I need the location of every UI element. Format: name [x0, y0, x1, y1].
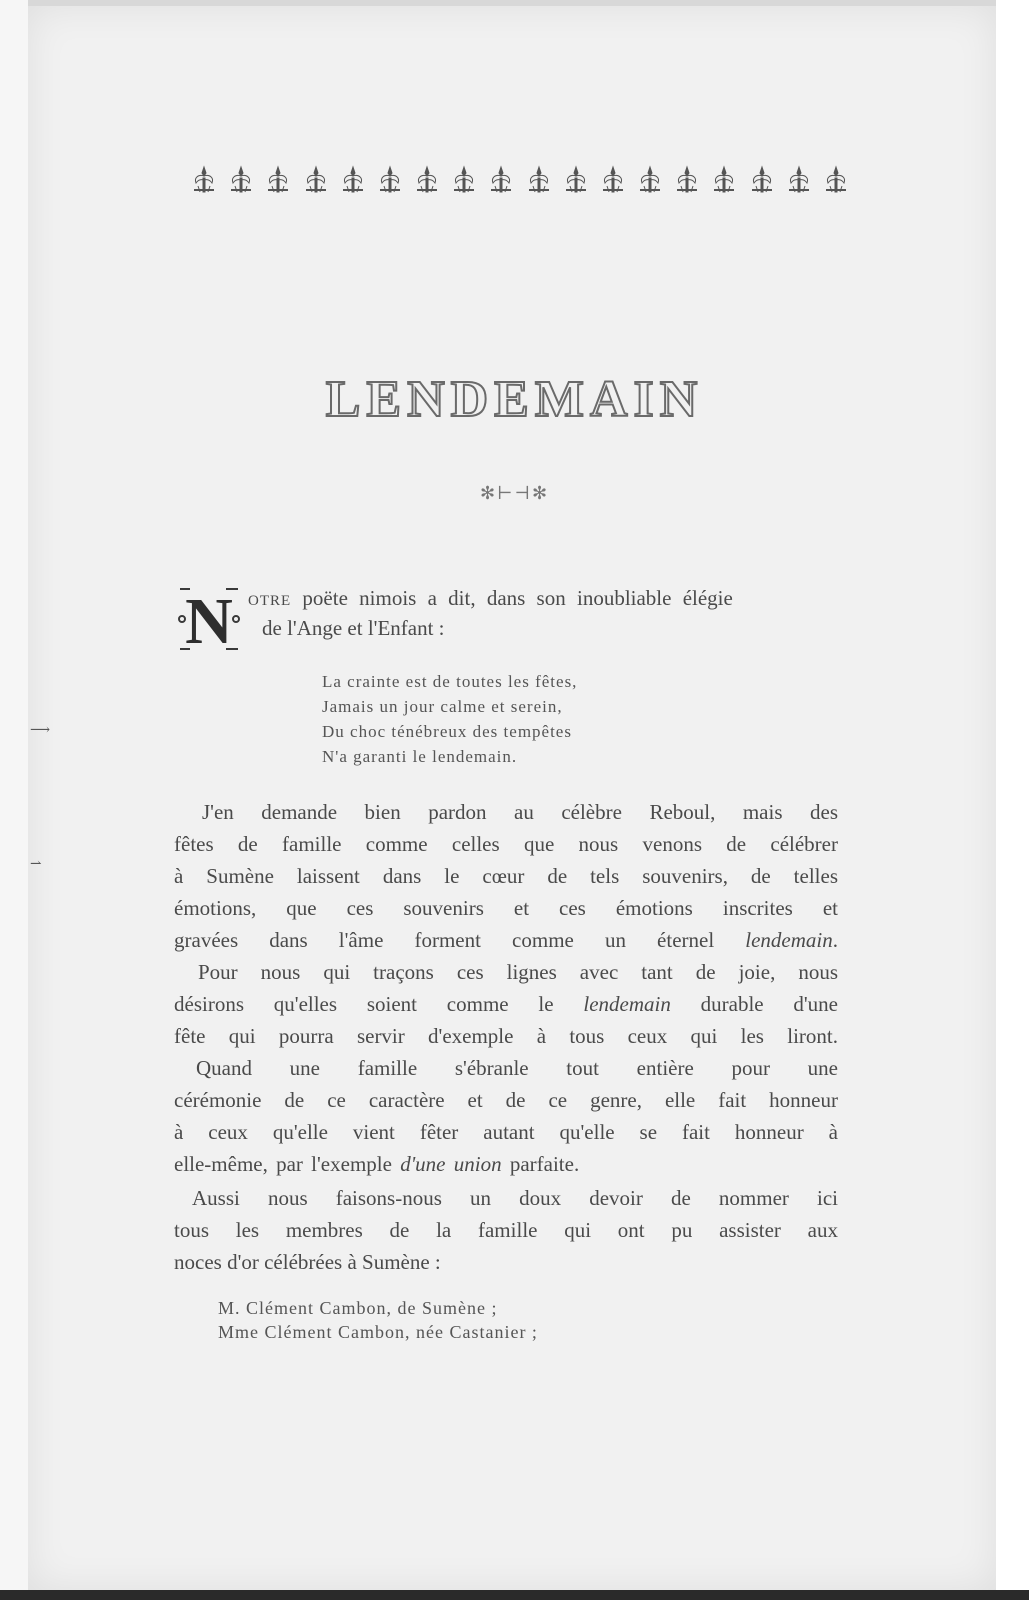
fleur-ornament-icon: [746, 164, 778, 196]
fleur-ornament-icon: [597, 164, 629, 196]
paragraph-line: fête qui pourra servir d'exemple à tous ceux qui les liront.: [174, 1024, 838, 1048]
paragraph-line: noces d'or célébrées à Sumène :: [174, 1250, 441, 1274]
paragraph-line: fêtes de famille comme celles que nous venons de célébrer: [174, 832, 838, 856]
paragraph-line: tous les membres de la famille qui ont pu assister aux: [174, 1218, 838, 1242]
margin-mark: ⇀: [30, 857, 42, 872]
fleur-ornament-icon: [448, 164, 480, 196]
paragraph-line: émotions, que ces souvenirs et ces émotions inscrites et: [174, 896, 838, 920]
fleur-ornament-icon: [225, 164, 257, 196]
fleur-ornament-icon: [300, 164, 332, 196]
title-divider-ornament: ✻⊢⊣✻: [479, 483, 550, 503]
dropcap-letter: N: [185, 585, 233, 653]
paragraph-line: gravées dans l'âme forment comme un éternel lendemain.: [174, 928, 838, 952]
paragraph-line: cérémonie de ce caractère et de ce genre, elle fait honneur: [174, 1088, 838, 1112]
verse-line: La crainte est de toutes les fêtes,: [322, 672, 578, 691]
fleur-ornament-icon: [188, 164, 220, 196]
paragraph-line: elle-même, par l'exemple d'une union parfaite.: [174, 1152, 580, 1176]
paragraph-line: Aussi nous faisons-nous un doux devoir de nommer ici: [192, 1186, 838, 1210]
paragraph-line: Quand une famille s'ébranle tout entière pour une: [196, 1056, 838, 1080]
fleur-ornament-icon: [560, 164, 592, 196]
scan-left-margin: [0, 0, 28, 1600]
fleur-ornament-icon: [523, 164, 555, 196]
fleur-ornament-icon: [374, 164, 406, 196]
paragraph-line: désirons qu'elles soient comme le lendemain durable d'une: [174, 992, 839, 1016]
fleur-ornament-icon: [783, 164, 815, 196]
verse-line: Jamais un jour calme et serein,: [322, 697, 563, 716]
fleur-ornament-icon: [820, 164, 852, 196]
intro-line-2: de l'Ange et l'Enfant :: [262, 616, 445, 640]
scan-right-margin: [996, 0, 1029, 1600]
fleuron-band: [188, 160, 852, 196]
paragraph-line: à ceux qu'elle vient fêter autant qu'elle se fait honneur à: [174, 1120, 838, 1144]
attendee-name: M. Clément Cambon, de Sumène ;: [218, 1298, 498, 1318]
fleur-ornament-icon: [634, 164, 666, 196]
paragraph-line: Pour nous qui traçons ces lignes avec tant de joie, nous: [198, 960, 838, 984]
fleur-ornament-icon: [262, 164, 294, 196]
attendee-name: Mme Clément Cambon, née Castanier ;: [218, 1322, 538, 1342]
verse-line: Du choc ténébreux des tempêtes: [322, 722, 572, 741]
dropcap-ornament: [176, 585, 242, 653]
fleur-ornament-icon: [708, 164, 740, 196]
paragraph-line: J'en demande bien pardon au célèbre Reboul, mais des: [202, 800, 838, 824]
paragraph-line: à Sumène laissent dans le cœur de tels souvenirs, de telles: [174, 864, 838, 888]
margin-mark: ⟶: [30, 723, 51, 738]
fleur-ornament-icon: [671, 164, 703, 196]
book-page: [28, 6, 996, 1590]
fleur-ornament-icon: [485, 164, 517, 196]
chapter-title: LENDEMAIN: [325, 371, 704, 428]
intro-line-1: otre poëte nimois a dit, dans son inoubliable élégie: [248, 586, 733, 610]
fleur-ornament-icon: [337, 164, 369, 196]
fleur-ornament-icon: [411, 164, 443, 196]
verse-line: N'a garanti le lendemain.: [322, 747, 518, 766]
scan-bottom-edge: [0, 1590, 1029, 1600]
